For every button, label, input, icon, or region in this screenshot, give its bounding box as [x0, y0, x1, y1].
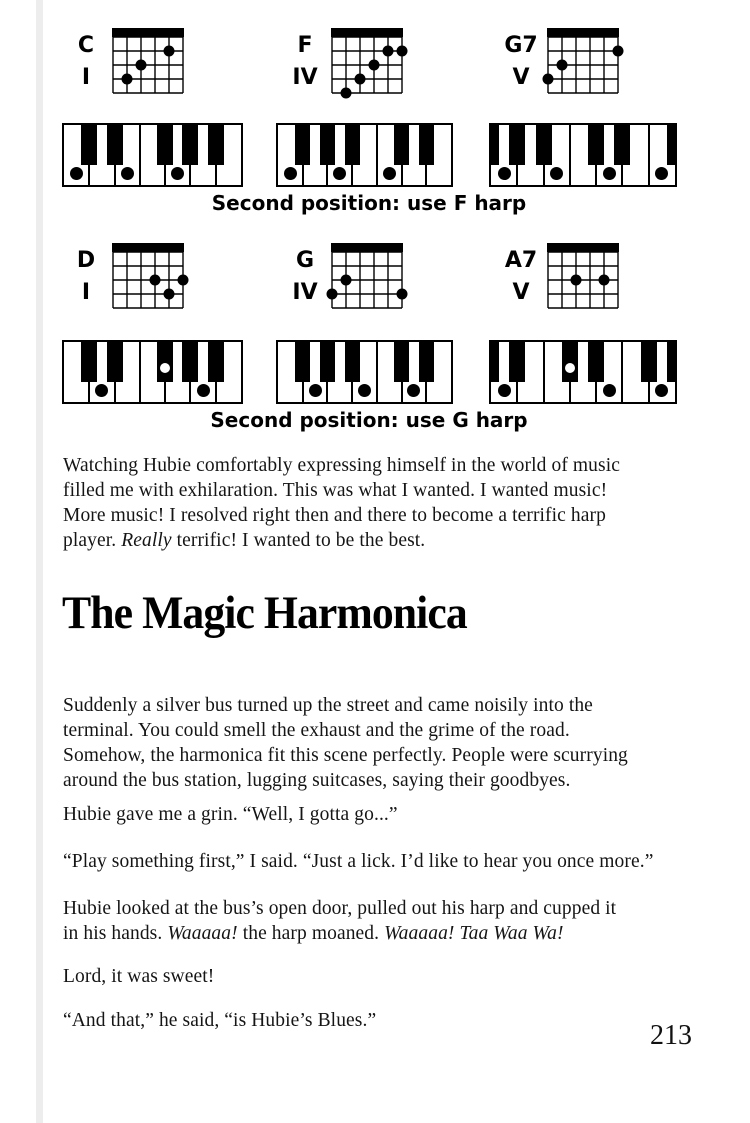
white-key-divider: [376, 125, 378, 185]
chapter-heading: The Magic Harmonica: [62, 587, 467, 639]
black-key: [509, 342, 525, 382]
black-key: [394, 342, 409, 382]
black-key: [667, 125, 677, 165]
chord-numeral-label: I: [81, 65, 91, 90]
text-segment: More music! I resolved right then and there to become a terrific harp: [63, 505, 606, 526]
black-key: [667, 342, 677, 382]
paragraph: [63, 802, 708, 827]
text-segment: terrific! I wanted to be the best.: [171, 530, 426, 551]
black-key: [107, 342, 123, 382]
black-key: [489, 342, 499, 382]
white-key-divider: [139, 342, 141, 402]
piano-diagram: [276, 340, 453, 404]
chord-note-dot: [655, 384, 668, 397]
piano-diagram: [276, 123, 453, 187]
chord-note-dot: [498, 384, 511, 397]
text-line: [63, 718, 708, 743]
text-line: [63, 768, 708, 793]
black-key: [588, 125, 604, 165]
black-key: [320, 125, 335, 165]
guitar-chord-grid: [542, 241, 624, 320]
black-key: [182, 125, 198, 165]
black-key: [208, 342, 224, 382]
piano-diagram: [62, 123, 243, 187]
chord-name-label: A7: [504, 248, 538, 273]
text-segment: Suddenly a silver bus turned up the street and came noisily into the: [63, 695, 593, 716]
black-key: [536, 125, 552, 165]
chord-note-open-dot: [565, 363, 575, 373]
text-segment: Watching Hubie comfortably expressing himself in the world of music: [63, 455, 620, 476]
text-segment: terminal. You could smell the exhaust and the grime of the road.: [63, 720, 570, 741]
text-line: [63, 503, 708, 528]
black-key: [295, 342, 310, 382]
black-key: [295, 125, 310, 165]
chord-note-dot: [655, 167, 668, 180]
paragraph: [63, 849, 708, 874]
text-line: [63, 1008, 708, 1033]
page-number: 213: [650, 1020, 692, 1051]
chord-note-dot: [358, 384, 371, 397]
white-key-divider: [543, 342, 545, 402]
black-key: [345, 125, 360, 165]
chord-name-label: G: [295, 248, 315, 273]
white-key-divider: [621, 342, 623, 402]
black-key: [489, 125, 499, 165]
black-key: [614, 125, 630, 165]
guitar-chord-grid: [542, 26, 624, 105]
chord-numeral-label: I: [81, 280, 91, 305]
paragraph: [63, 896, 708, 946]
chord-note-dot: [603, 167, 616, 180]
chord-note-dot: [550, 167, 563, 180]
text-line: [63, 743, 708, 768]
black-key: [157, 125, 173, 165]
chord-note-dot: [407, 384, 420, 397]
black-key: [562, 342, 578, 382]
text-line: [63, 528, 708, 553]
italic-text: Waaaaa!: [167, 923, 238, 944]
text-segment: “And that,” he said, “is Hubie’s Blues.”: [63, 1010, 377, 1031]
black-key: [394, 125, 409, 165]
chord-note-dot: [95, 384, 108, 397]
chord-note-dot: [498, 167, 511, 180]
piano-diagram: [62, 340, 243, 404]
chord-numeral-label: IV: [292, 65, 318, 90]
text-line: [63, 478, 708, 503]
text-segment: Lord, it was sweet!: [63, 966, 215, 987]
black-key: [81, 125, 97, 165]
scan-gutter-shadow: [36, 0, 43, 1123]
black-key: [509, 125, 525, 165]
text-segment: the harp moaned.: [237, 923, 385, 944]
black-key: [208, 125, 224, 165]
guitar-chord-grid: [326, 26, 408, 105]
text-line: [63, 693, 708, 718]
black-key: [107, 125, 123, 165]
chord-note-dot: [309, 384, 322, 397]
black-key: [588, 342, 604, 382]
text-segment: Hubie looked at the bus’s open door, pulled out his harp and cupped it: [63, 898, 617, 919]
text-segment: Hubie gave me a grin. “Well, I gotta go...”: [63, 804, 398, 825]
text-line: [63, 453, 708, 478]
black-key: [345, 342, 360, 382]
chord-name-label: F: [297, 33, 313, 58]
piano-diagram: [489, 123, 677, 187]
chord-numeral-label: V: [512, 65, 530, 90]
white-key-divider: [648, 125, 650, 185]
black-key: [182, 342, 198, 382]
black-key: [320, 342, 335, 382]
chord-note-dot: [603, 384, 616, 397]
white-key-divider: [376, 342, 378, 402]
white-key-divider: [139, 125, 141, 185]
chord-numeral-label: IV: [292, 280, 318, 305]
chord-note-dot: [333, 167, 346, 180]
black-key: [419, 342, 434, 382]
guitar-chord-grid: [326, 241, 408, 320]
text-segment: in his hands.: [63, 923, 168, 944]
black-key: [81, 342, 97, 382]
chord-note-dot: [284, 167, 297, 180]
guitar-chord-grid: [107, 241, 189, 320]
text-segment: player.: [63, 530, 122, 551]
text-segment: “Play something first,” I said. “Just a lick. I’d like to hear you once more.”: [63, 851, 654, 872]
text-line: [63, 964, 708, 989]
paragraph: [63, 1008, 708, 1033]
text-line: [63, 921, 708, 946]
italic-text: Really: [121, 530, 172, 551]
text-line: [63, 802, 708, 827]
text-segment: filled me with exhilaration. This was what I wanted. I wanted music!: [63, 480, 608, 501]
chord-name-label: D: [76, 248, 96, 273]
piano-diagram: [489, 340, 677, 404]
white-key-divider: [569, 125, 571, 185]
chord-note-dot: [70, 167, 83, 180]
guitar-chord-grid: [107, 26, 189, 105]
text-segment: Somehow, the harmonica fit this scene perfectly. People were scurrying: [63, 745, 628, 766]
text-line: [63, 896, 708, 921]
position-caption: Second position: use F harp: [211, 191, 527, 215]
chord-note-dot: [171, 167, 184, 180]
black-key: [419, 125, 434, 165]
chord-numeral-label: V: [512, 280, 530, 305]
paragraph: [63, 453, 708, 553]
chord-note-dot: [197, 384, 210, 397]
chord-name-label: G7: [504, 33, 538, 58]
text-segment: around the bus station, lugging suitcases, saying their goodbyes.: [63, 770, 571, 791]
black-key: [157, 342, 173, 382]
position-caption: Second position: use G harp: [210, 408, 528, 432]
paragraph: [63, 693, 708, 793]
text-line: [63, 849, 708, 874]
paragraph: [63, 964, 708, 989]
italic-text: Waaaaa! Taa Waa Wa!: [384, 923, 564, 944]
chord-note-dot: [383, 167, 396, 180]
chord-name-label: C: [77, 33, 95, 58]
chord-note-dot: [121, 167, 134, 180]
black-key: [641, 342, 657, 382]
